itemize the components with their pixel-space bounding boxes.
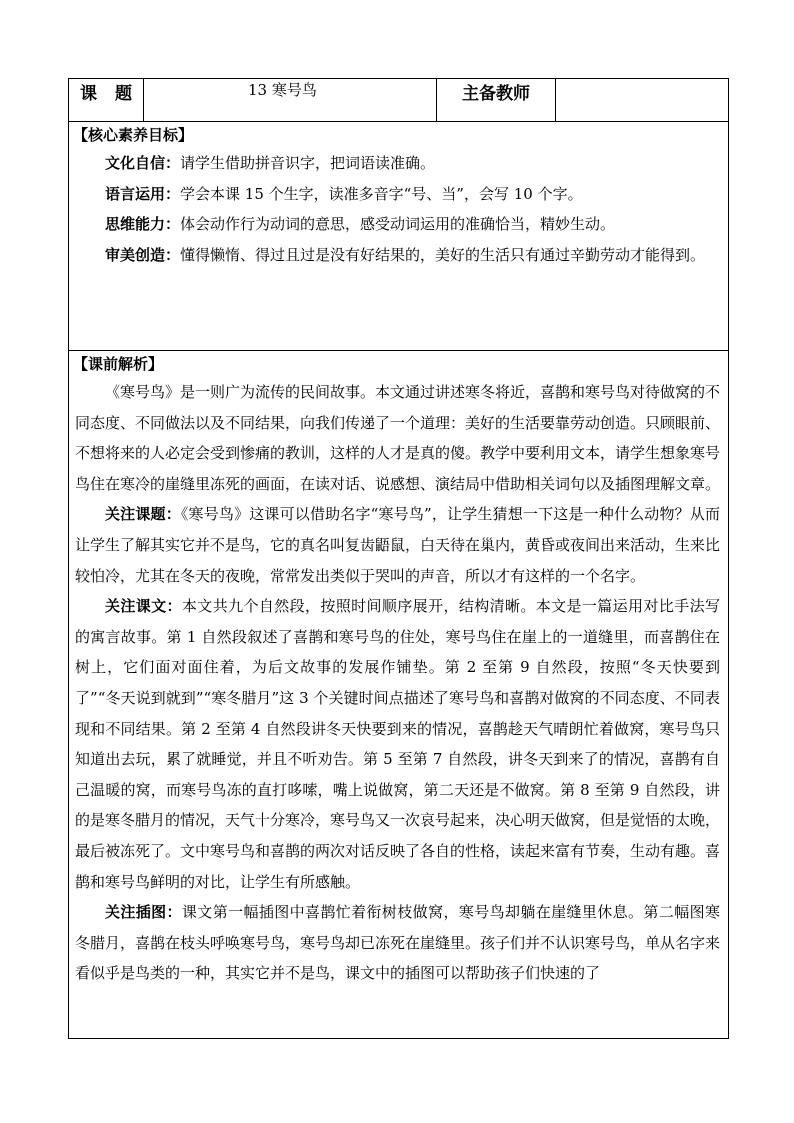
teacher-label: 主备教师 xyxy=(462,84,530,104)
goal-item xyxy=(75,148,720,179)
analysis-text-body: 本文共九个自然段，按照时间顺序展开，结构清晰。本文是一篇运用对比手法写的寓言故事。第 1 自然段叙述了喜鹊和寒号鸟的住处，寒号鸟住在崖上的一道缝里，而喜鹊住在树上，它们面对面住着，为后文故事的发展作铺垫。第 2 至第 9 自然段，按照“冬天快要到了”“冬天说到就到”“寒冬腊月”这 3 个关键时间点描述了寒号鸟和喜鹊对做窝的不同态度、不同表现和不同结果。第 2 至第 4 自然段讲冬天快要到来的情况，喜鹊趁天气晴朗忙着做窝，寒号鸟只知道出去玩，累了就睡觉，并且不听劝告。第 5 至第 7 自然段，讲冬天到来了的情况，喜鹊有自己温暖的窝，而寒号鸟冻的直打哆嗦，嘴上说做窝，第二天还是不做窝。第 8 至第 9 自然段，讲的是寒冬腊月的情况，天气十分寒冷，寒号鸟又一次哀号起来，决心明天做窝，但是觉悟的太晚，最后被冻死了。文中寒号鸟和喜鹊的两次对话反映了各自的性格，读起来富有节奏，生动有趣。喜鹊和寒号鸟鲜明的对比，让学生有所感触。 xyxy=(75,597,721,891)
analysis-pictures xyxy=(75,897,720,989)
goal-item xyxy=(75,240,720,271)
analysis-text xyxy=(75,591,720,897)
goal-text: 请学生借助拼音识字，把词语读准确。 xyxy=(180,154,436,172)
analysis-pictures-text: 课文第一幅插图中喜鹊忙着衔树枝做窝，寒号鸟却躺在崖缝里休息。第二幅图寒冬腊月，喜鹊在枝头呼唤寒号鸟，寒号鸟却已冻死在崖缝里。孩子们并不认识寒号鸟，单从名字来看似乎是鸟类的一种，其实它并不是鸟，课文中的插图可以帮助孩子们快速的了 xyxy=(75,903,721,983)
goal-label: 审美创造： xyxy=(105,245,181,264)
analysis-intro: 《寒号鸟》是一则广为流传的民间故事。本文通过讲述寒冬将近，喜鹊和寒号鸟对待做窝的不同态度、不同做法以及不同结果，向我们传递了一个道理：美好的生活要靠劳动创造。只顾眼前、不想将来的人必定会受到惨痛的教训，这样的人才是真的傻。教学中要利用文本，请学生想象寒号鸟住在寒冷的崖缝里冻死的画面，在读对话、说感想、演结局中借助相关词句以及插图理解文章。 xyxy=(75,383,721,493)
teacher-label-cell xyxy=(437,79,556,122)
analysis-body xyxy=(69,351,728,989)
analysis-topic xyxy=(75,499,720,591)
topic-label-cell xyxy=(69,79,144,122)
goal-item xyxy=(75,179,720,210)
analysis-pictures-label: 关注插图： xyxy=(105,903,182,922)
goal-label: 思维能力： xyxy=(105,215,181,234)
lesson-plan-table xyxy=(68,78,729,1039)
goals-title: 【核心素养目标】 xyxy=(73,126,194,144)
lesson-plan-sheet xyxy=(68,78,726,1039)
topic-label-char-1: 课 xyxy=(80,84,97,104)
goals-row xyxy=(69,122,729,351)
goal-text: 学会本课 15 个生字，读准多音字“号、当”，会写 10 个字。 xyxy=(180,184,583,203)
analysis-cell xyxy=(69,351,729,1039)
analysis-title: 【课前解析】 xyxy=(73,355,164,373)
analysis-topic-text: 《寒号鸟》这课可以借助名字“寒号鸟”，让学生猜想一下这是一种什么动物？从而让学生了解其实它并不是鸟，它的真名叫复齿鼯鼠，白天待在巢内，黄昏或夜间出来活动，生来比较怕冷，尤其在冬天的夜晚，常常发出类似于哭叫的声音，所以才有这样的一个名字。 xyxy=(75,505,721,585)
goal-item xyxy=(75,209,720,240)
analysis-text-label: 关注课文： xyxy=(105,597,182,616)
goal-label: 文化自信： xyxy=(105,154,181,172)
goal-text: 体会动作行为动词的意思，感受动词运用的准确恰当，精妙生动。 xyxy=(180,215,616,234)
goal-label: 语言运用： xyxy=(105,184,181,203)
topic-label-char-2: 题 xyxy=(115,84,132,104)
analysis-topic-label: 关注课题： xyxy=(105,505,181,524)
topic-value-cell xyxy=(144,79,437,122)
goals-body xyxy=(69,122,728,270)
analysis-row xyxy=(69,351,729,1039)
goal-text: 懂得懒惰、得过且过是没有好结果的，美好的生活只有通过辛勤劳动才能得到。 xyxy=(180,245,706,264)
header-row xyxy=(69,79,729,122)
teacher-value-cell[interactable] xyxy=(556,79,729,122)
topic-value: 13 寒号鸟 xyxy=(248,81,317,99)
goals-cell xyxy=(69,122,729,351)
